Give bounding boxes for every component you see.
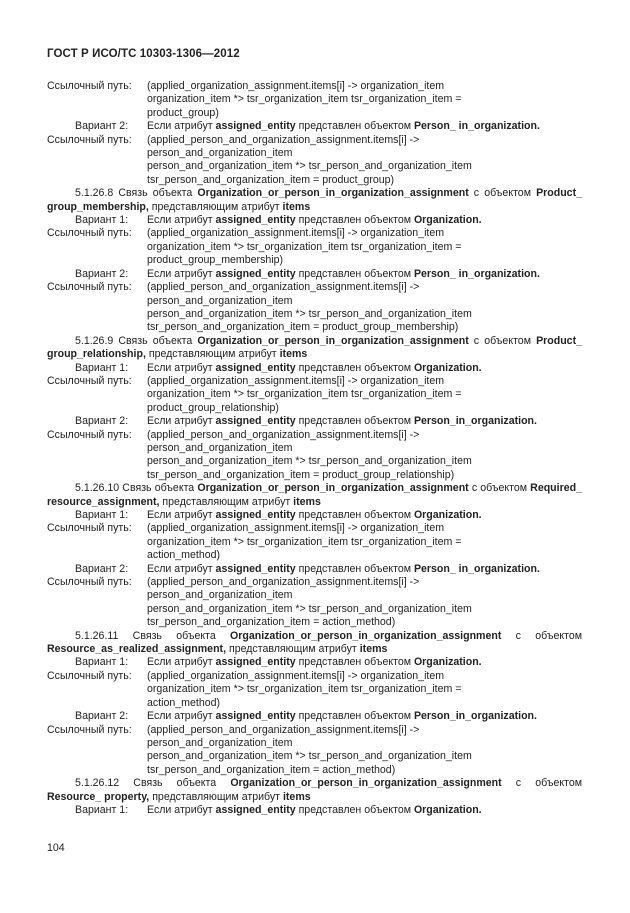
- row-value: [147, 469, 582, 482]
- row-label: [47, 683, 147, 696]
- text-run: представляющим атрибут: [226, 643, 360, 656]
- definition-row: [47, 254, 582, 267]
- bold-term: assigned_entity: [215, 803, 296, 816]
- text-run: 5.1.26.12 Связь объекта: [75, 777, 231, 790]
- definition-row: [47, 134, 582, 147]
- definition-row: [47, 120, 582, 133]
- bold-term: assigned_entity: [215, 120, 296, 133]
- text-run: с объектом: [468, 187, 537, 200]
- row-value: [147, 321, 582, 334]
- definition-row: [47, 429, 582, 442]
- row-value: [147, 522, 582, 535]
- row-label: Вариант 2:: [75, 415, 129, 428]
- bold-term: Person_in_organization.: [413, 415, 537, 428]
- row-label: [47, 697, 147, 710]
- definition-row: [47, 281, 582, 294]
- text-run: (applied_person_and_organization_assignment.items[i] ->: [147, 133, 420, 146]
- row-value: [147, 563, 582, 576]
- row-label: [47, 589, 147, 602]
- row-label: Ссылочный путь:: [47, 227, 132, 240]
- text-run: представлен объектом: [295, 509, 414, 521]
- row-value: [147, 750, 582, 763]
- row-label: Вариант 1:: [75, 361, 129, 374]
- text-run: person_and_organization_item: [147, 147, 293, 160]
- row-label: [47, 750, 147, 763]
- text-run: представлен объектом: [295, 562, 414, 575]
- row-value: [147, 429, 582, 442]
- text-run: person_and_organization_item *> tsr_person_and_organization_item: [147, 750, 472, 763]
- row-value: [147, 388, 582, 401]
- text-run: tsr_person_and_organization_item = action_method): [147, 616, 396, 629]
- row-value: [147, 160, 582, 173]
- text-run: Если атрибут: [147, 710, 216, 723]
- text-run: представлен объектом: [295, 415, 414, 428]
- text-run: (applied_organization_assignment.items[i] -> organization_item: [147, 80, 445, 92]
- row-value: [147, 174, 582, 187]
- bold-term: assigned_entity: [215, 509, 296, 521]
- bold-term: assigned_entity: [215, 415, 296, 428]
- row-label: [47, 308, 147, 321]
- text-run: action_method): [147, 696, 221, 709]
- text-run: Если атрибут: [147, 267, 216, 280]
- row-label: Вариант 2:: [75, 267, 129, 280]
- text-run: tsr_person_and_organization_item = product_group_relationship): [147, 468, 455, 481]
- definition-row: [47, 697, 582, 710]
- definition-row: [47, 214, 582, 227]
- definition-row: [47, 93, 582, 106]
- row-value: [147, 737, 582, 750]
- bold-term: Person_in_organization.: [413, 710, 537, 723]
- definition-row: [47, 589, 582, 602]
- row-label: Вариант 1:: [75, 509, 129, 521]
- bold-term: Organization.: [413, 656, 482, 669]
- row-value: [147, 295, 582, 308]
- row-label: Ссылочный путь:: [47, 80, 132, 92]
- row-label: Ссылочный путь:: [47, 281, 132, 294]
- text-run: organization_item *> tsr_organization_item tsr_organization_item =: [147, 535, 462, 548]
- definition-row: [47, 710, 582, 723]
- text-run: Если атрибут: [147, 415, 216, 428]
- text-run: представляющим атрибут: [149, 790, 283, 803]
- row-value: [147, 616, 582, 629]
- definition-row: [47, 536, 582, 549]
- row-value: [147, 549, 582, 562]
- row-value: [147, 455, 582, 468]
- definition-row: [47, 576, 582, 589]
- definition-row: [47, 415, 582, 428]
- text-run: (applied_person_and_organization_assignment.items[i] ->: [147, 723, 420, 736]
- bold-term: assigned_entity: [215, 214, 296, 227]
- text-run: Если атрибут: [147, 509, 216, 521]
- bold-term: items: [282, 790, 311, 803]
- text-run: (applied_organization_assignment.items[i] -> organization_item: [147, 374, 445, 387]
- definition-row: [47, 268, 582, 281]
- definition-row: [47, 616, 582, 629]
- text-run: представлен объектом: [295, 656, 414, 669]
- bold-term: assigned_entity: [215, 361, 296, 374]
- bold-term: items: [293, 495, 321, 508]
- definition-row: [47, 549, 582, 562]
- row-label: [47, 241, 147, 254]
- definition-row: [47, 147, 582, 160]
- row-label: [47, 549, 147, 562]
- text-run: представлен объектом: [295, 120, 414, 133]
- text-run: organization_item *> tsr_organization_item tsr_organization_item =: [147, 683, 462, 696]
- bold-term: Organization.: [413, 509, 482, 521]
- text-run: представлен объектом: [295, 710, 414, 723]
- text-run: Если атрибут: [147, 120, 216, 133]
- row-label: Вариант 2:: [75, 710, 129, 723]
- text-run: person_and_organization_item: [147, 294, 293, 307]
- text-run: organization_item *> tsr_organization_item tsr_organization_item =: [147, 240, 462, 253]
- row-value: [147, 576, 582, 589]
- bold-term: Organization.: [413, 803, 482, 816]
- definition-row: [47, 563, 582, 576]
- definition-row: [47, 388, 582, 401]
- row-label: Ссылочный путь:: [47, 522, 132, 535]
- bold-term: Organization_or_person_in_organization_assignment: [230, 629, 502, 642]
- definition-row: [47, 174, 582, 187]
- row-value: [147, 120, 582, 133]
- row-label: Ссылочный путь:: [47, 374, 132, 387]
- row-value: [147, 415, 582, 428]
- row-value: [147, 603, 582, 616]
- row-value: [147, 227, 582, 240]
- text-run: Если атрибут: [147, 562, 216, 575]
- text-run: Если атрибут: [147, 656, 216, 669]
- text-run: person_and_organization_item: [147, 589, 293, 602]
- row-label: Вариант 2:: [75, 562, 129, 575]
- bold-term: assigned_entity: [215, 656, 296, 669]
- row-label: Ссылочный путь:: [47, 576, 132, 589]
- bold-term: items: [279, 348, 308, 361]
- definition-row: [47, 670, 582, 683]
- row-value: [147, 589, 582, 602]
- text-run: person_and_organization_item: [147, 441, 293, 454]
- row-value: [147, 107, 582, 120]
- section-heading: [47, 335, 582, 362]
- bold-term: assigned_entity: [215, 267, 296, 280]
- bold-term: Organization_or_person_in_organization_assignment: [197, 482, 469, 495]
- bold-term: items: [282, 200, 311, 213]
- row-label: Ссылочный путь:: [47, 723, 132, 736]
- text-run: action_method): [147, 549, 221, 562]
- text-run: представляющим атрибут: [145, 348, 280, 361]
- definition-row: [47, 750, 582, 763]
- text-run: tsr_person_and_organization_item = action_method): [147, 763, 396, 776]
- row-label: Ссылочный путь:: [47, 428, 132, 441]
- row-value: [147, 670, 582, 683]
- row-value: [147, 241, 582, 254]
- definition-row: [47, 737, 582, 750]
- text-run: organization_item *> tsr_organization_item tsr_organization_item =: [147, 388, 462, 401]
- bold-term: items: [359, 643, 388, 656]
- text-run: (applied_organization_assignment.items[i] -> organization_item: [147, 669, 445, 682]
- text-run: с объектом: [501, 777, 582, 790]
- section-heading: [47, 187, 582, 214]
- definition-row: [47, 455, 582, 468]
- row-value: [147, 268, 582, 281]
- text-run: представлен объектом: [295, 361, 414, 374]
- row-value: [147, 402, 582, 415]
- bold-term: Product_ group_membership,: [47, 187, 582, 213]
- row-value: [147, 442, 582, 455]
- row-value: [147, 536, 582, 549]
- row-value: [147, 683, 582, 696]
- text-run: (applied_person_and_organization_assignment.items[i] ->: [147, 576, 420, 589]
- text-run: product_group_relationship): [147, 401, 279, 414]
- bold-term: Required_ resource_assignment,: [47, 482, 582, 508]
- row-label: [47, 616, 147, 629]
- text-run: с объектом: [468, 334, 537, 347]
- definition-row: [47, 295, 582, 308]
- text-run: представляющим атрибут: [148, 200, 283, 213]
- text-run: представлен объектом: [295, 803, 414, 816]
- text-run: tsr_person_and_organization_item = product_group_membership): [147, 321, 459, 334]
- row-label: [47, 295, 147, 308]
- row-label: [47, 402, 147, 415]
- text-run: person_and_organization_item *> tsr_person_and_organization_item: [147, 160, 472, 173]
- row-value: [147, 254, 582, 267]
- text-run: 5.1.26.10 Связь объекта: [75, 482, 198, 495]
- definition-row: [47, 402, 582, 415]
- page-number: 104: [47, 842, 65, 854]
- bold-term: Resource_ property,: [47, 790, 150, 803]
- row-value: [147, 214, 582, 227]
- row-value: [147, 93, 582, 106]
- row-label: [47, 174, 147, 187]
- row-label: Ссылочный путь:: [47, 669, 132, 682]
- row-label: [47, 388, 147, 401]
- definition-row: [47, 764, 582, 777]
- definition-row: [47, 241, 582, 254]
- definition-row: [47, 804, 582, 817]
- definition-row: [47, 469, 582, 482]
- definition-row: [47, 362, 582, 375]
- text-run: (applied_person_and_organization_assignment.items[i] ->: [147, 428, 420, 441]
- bold-term: assigned_entity: [215, 562, 296, 575]
- text-run: (applied_organization_assignment.items[i] -> organization_item: [147, 227, 445, 240]
- text-run: product_group_membership): [147, 254, 284, 267]
- definition-row: [47, 442, 582, 455]
- text-run: представляющим атрибут: [159, 495, 294, 508]
- text-run: Если атрибут: [147, 214, 216, 227]
- row-label: Ссылочный путь:: [47, 133, 132, 146]
- text-run: person_and_organization_item *> tsr_person_and_organization_item: [147, 455, 472, 468]
- bold-term: Person_ in_organization.: [413, 120, 540, 133]
- row-value: [147, 804, 582, 817]
- row-label: [47, 147, 147, 160]
- text-run: person_and_organization_item: [147, 736, 293, 749]
- row-value: [147, 80, 582, 93]
- definition-row: [47, 603, 582, 616]
- definition-row: [47, 107, 582, 120]
- bold-term: Person_ in_organization.: [413, 562, 540, 575]
- definition-row: [47, 683, 582, 696]
- definition-row: [47, 160, 582, 173]
- row-label: [47, 737, 147, 750]
- bold-term: Person_ in_organization.: [413, 267, 540, 280]
- document-body: [47, 80, 582, 817]
- text-run: tsr_person_and_organization_item = product_group): [147, 173, 395, 186]
- text-run: представлен объектом: [295, 214, 414, 227]
- row-value: [147, 764, 582, 777]
- row-label: Вариант 1:: [75, 656, 129, 669]
- row-label: [47, 455, 147, 468]
- row-label: [47, 764, 147, 777]
- row-label: Вариант 2:: [75, 120, 129, 133]
- bold-term: Organization_or_person_in_organization_assignment: [197, 334, 469, 347]
- definition-row: [47, 522, 582, 535]
- row-value: [147, 308, 582, 321]
- row-label: [47, 603, 147, 616]
- text-run: представлен объектом: [295, 267, 414, 280]
- row-value: [147, 134, 582, 147]
- row-value: [147, 697, 582, 710]
- text-run: 5.1.26.9 Связь объекта: [75, 334, 198, 347]
- definition-row: [47, 308, 582, 321]
- row-label: [47, 442, 147, 455]
- text-run: (applied_organization_assignment.items[i] -> organization_item: [147, 522, 445, 535]
- text-run: (applied_person_and_organization_assignment.items[i] ->: [147, 281, 420, 294]
- text-run: 5.1.26.11 Связь объекта: [75, 629, 230, 642]
- definition-row: [47, 509, 582, 522]
- row-label: [47, 107, 147, 120]
- text-run: Если атрибут: [147, 803, 216, 816]
- row-value: [147, 656, 582, 669]
- definition-row: [47, 80, 582, 93]
- text-run: с объектом: [468, 482, 531, 495]
- definition-row: [47, 375, 582, 388]
- definition-row: [47, 724, 582, 737]
- section-heading: [47, 482, 582, 509]
- bold-term: assigned_entity: [215, 710, 296, 723]
- text-run: product_group): [147, 106, 219, 119]
- row-label: [47, 321, 147, 334]
- row-value: [147, 375, 582, 388]
- definition-row: [47, 656, 582, 669]
- row-value: [147, 147, 582, 160]
- bold-term: Product_ group_relationship,: [47, 334, 582, 361]
- row-value: [147, 724, 582, 737]
- text-run: person_and_organization_item *> tsr_person_and_organization_item: [147, 307, 472, 320]
- page-header: ГОСТ Р ИСО/ТС 10303-1306—2012: [47, 48, 240, 60]
- row-label: [47, 93, 147, 106]
- row-value: [147, 362, 582, 375]
- text-run: с объектом: [501, 629, 583, 642]
- row-label: [47, 536, 147, 549]
- bold-term: Organization.: [413, 214, 482, 227]
- bold-term: Organization_or_person_in_organization_assignment: [197, 187, 469, 200]
- definition-row: [47, 227, 582, 240]
- row-label: [47, 469, 147, 482]
- section-heading: [47, 630, 582, 657]
- bold-term: Organization.: [413, 361, 482, 374]
- section-heading: [47, 777, 582, 804]
- definition-row: [47, 321, 582, 334]
- row-label: Вариант 1:: [75, 803, 129, 816]
- bold-term: Organization_or_person_in_organization_assignment: [230, 777, 502, 790]
- text-run: person_and_organization_item *> tsr_person_and_organization_item: [147, 602, 472, 615]
- row-value: [147, 710, 582, 723]
- text-run: 5.1.26.8 Связь объекта: [75, 187, 198, 200]
- row-value: [147, 281, 582, 294]
- row-label: [47, 160, 147, 173]
- bold-term: Resource_as_realized_assignment,: [47, 643, 227, 656]
- text-run: Если атрибут: [147, 361, 216, 374]
- text-run: organization_item *> tsr_organization_item tsr_organization_item =: [147, 93, 462, 106]
- row-value: [147, 509, 582, 522]
- row-label: [47, 254, 147, 267]
- row-label: Вариант 1:: [75, 214, 129, 227]
